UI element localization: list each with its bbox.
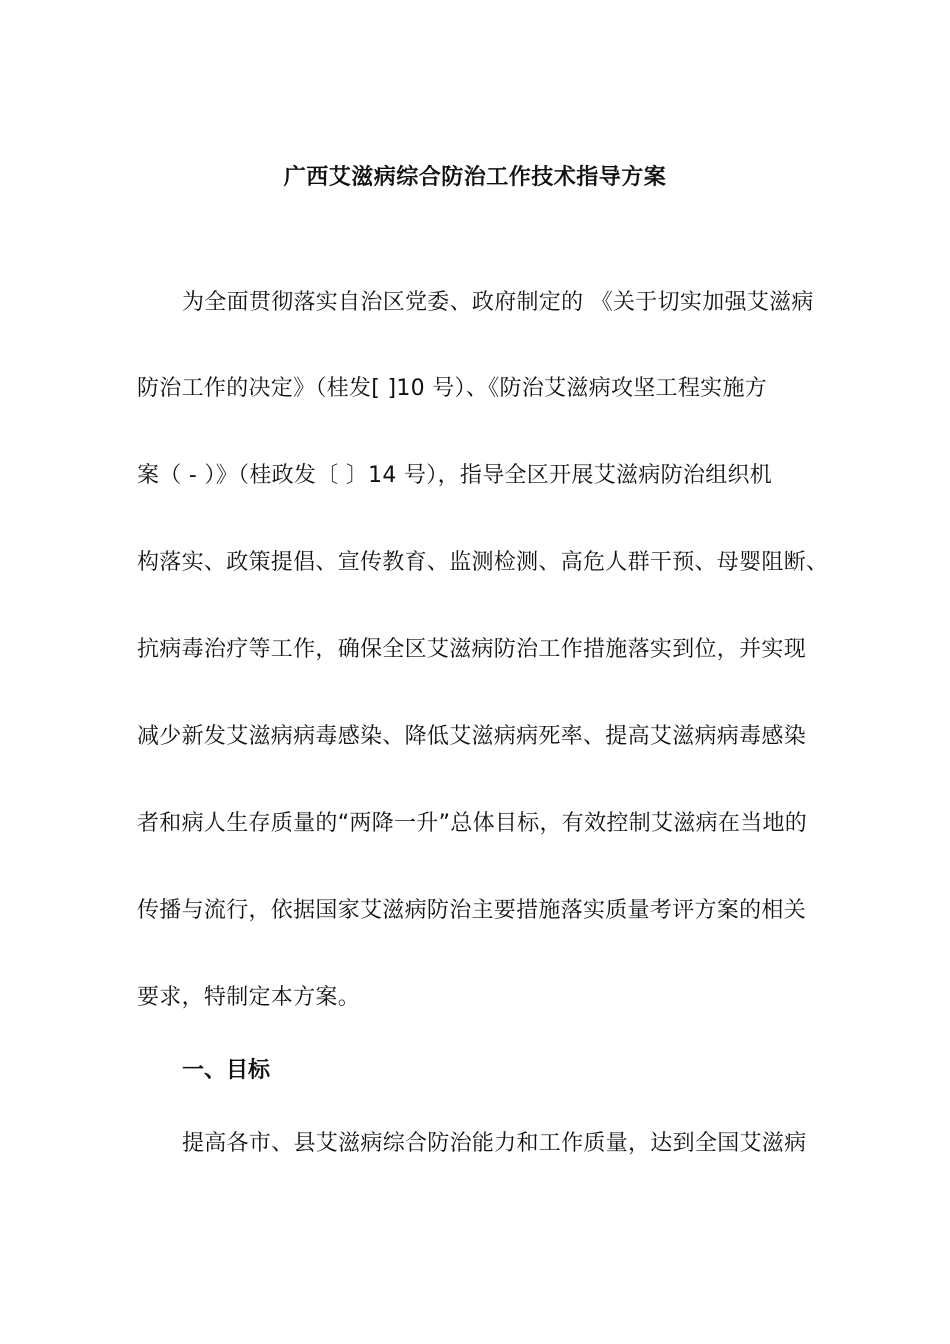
paragraph-line: 抗病毒治疗等工作，确保全区艾滋病防治工作措施落实到位，并实现 [137,637,807,662]
document-title: 广西艾滋病综合防治工作技术指导方案 [283,165,667,190]
paragraph-line: 要求，特制定本方案。 [137,985,361,1010]
paragraph-line: 为全面贯彻落实自治区党委、政府制定的 《关于切实加强艾滋病 [182,290,814,315]
paragraph-line: 传播与流行，依据国家艾滋病防治主要措施落实质量考评方案的相关 [137,898,807,923]
section-heading: 一、目标 [182,1058,271,1083]
paragraph-line: 案（ - ）》（桂政发〔 〕14 号），指导全区开展艾滋病防治组织机 [137,463,773,488]
paragraph-line: 减少新发艾滋病病毒感染、降低艾滋病病死率、提高艾滋病病毒感染 [137,724,807,749]
paragraph-line: 构落实、政策提倡、宣传教育、监测检测、高危人群干预、母婴阻断、 [137,550,829,575]
paragraph-line: 提高各市、县艾滋病综合防治能力和工作质量，达到全国艾滋病 [182,1131,807,1156]
paragraph-line: 防治工作的决定》（桂发[ ]10 号）、《防治艾滋病攻坚工程实施方 [137,376,768,401]
paragraph-line: 者和病人生存质量的“两降一升”总体目标，有效控制艾滋病在当地的 [137,811,808,836]
